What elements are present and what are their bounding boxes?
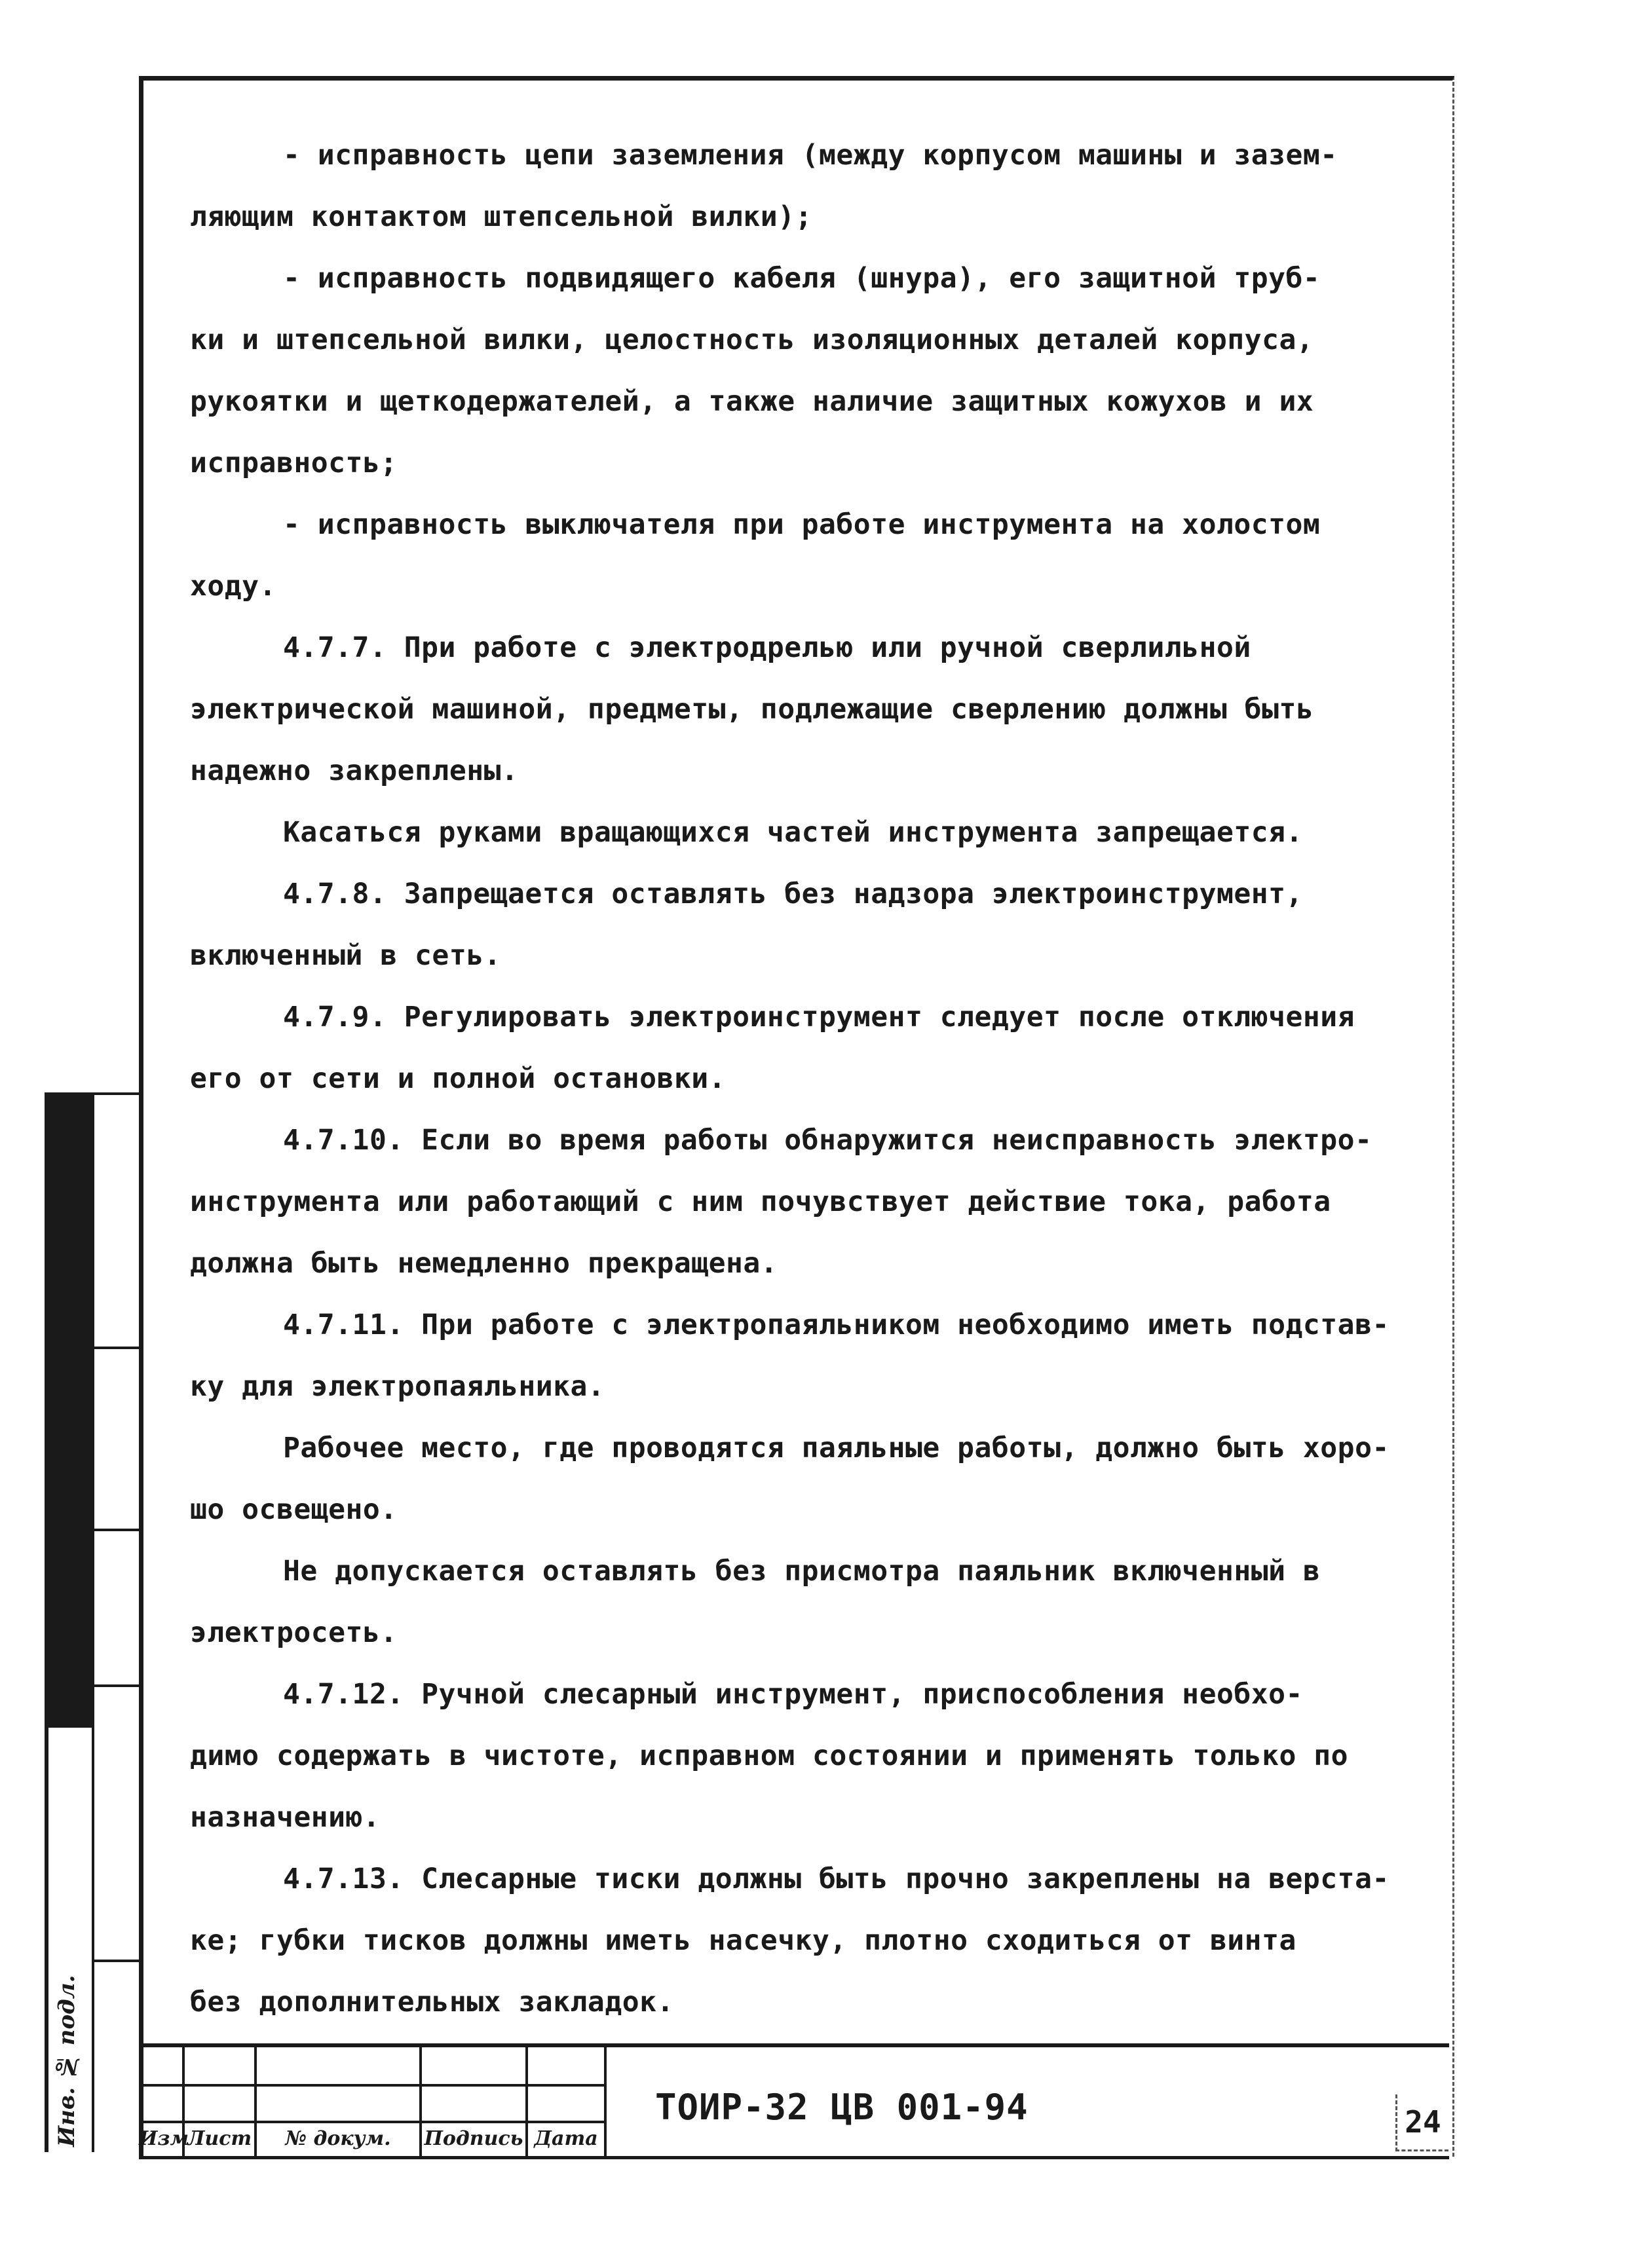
- text-line: димо содержать в чистоте, исправном состоянии и применять только по: [190, 1739, 1349, 1772]
- stamp-col-list: Лист: [187, 2127, 252, 2150]
- title-block-divider: [604, 2047, 607, 2156]
- text-line: надежно закреплены.: [190, 754, 519, 787]
- text-line: должна быть немедленно прекращена.: [190, 1247, 778, 1280]
- text-line: ходу.: [190, 570, 276, 603]
- text-line: 4.7.9. Регулировать электроинструмент следует после отключения: [283, 1001, 1355, 1033]
- body-text: [190, 124, 1448, 2033]
- text-line: 4.7.13. Слесарные тиски должны быть прочно закреплены на верста-: [283, 1863, 1390, 1895]
- side-registration-strip: [45, 1092, 143, 2152]
- title-block-divider: [139, 2084, 604, 2087]
- side-strip-divider: [92, 1347, 143, 1349]
- stamp-col-izm: Изм: [139, 2127, 189, 2150]
- text-line: электрической машиной, предметы, подлежащие сверлению должны быть: [190, 693, 1314, 726]
- text-line: 4.7.8. Запрещается оставлять без надзора электроинструмент,: [283, 878, 1303, 910]
- text-line: 4.7.12. Ручной слесарный инструмент, приспособления необхо-: [283, 1678, 1303, 1711]
- text-line: 4.7.11. При работе с электропаяльником необходимо иметь подстав-: [283, 1309, 1390, 1341]
- side-strip-divider: [92, 1960, 143, 1962]
- text-line: инструмента или работающий с ним почувствует действие тока, работа: [190, 1185, 1331, 1218]
- page-number: 24: [1395, 2094, 1448, 2151]
- side-strip-divider: [92, 1684, 143, 1687]
- text-line: его от сети и полной остановки.: [190, 1062, 727, 1095]
- text-line: ке; губки тисков должны иметь насечку, плотно сходиться от винта: [190, 1924, 1296, 1957]
- text-line: 4.7.10. Если во время работы обнаружится неисправность электро-: [283, 1124, 1372, 1157]
- stamp-col-document: № докум.: [285, 2127, 391, 2150]
- text-line: - исправность выключателя при работе инструмента на холостом: [283, 508, 1321, 541]
- text-line: исправность;: [190, 447, 398, 479]
- side-strip-column: [92, 1092, 145, 2152]
- text-line: - исправность подвидящего кабеля (шнура), его защитной труб-: [283, 262, 1321, 295]
- text-line: ляющим контактом штепсельной вилки);: [190, 200, 812, 233]
- inventory-number-label: Инв. № подл.: [54, 1911, 86, 2147]
- text-line: Рабочее место, где проводятся паяльные работы, должно быть хоро-: [283, 1432, 1390, 1464]
- side-strip-divider: [92, 1529, 143, 1531]
- text-line: Не допускается оставлять без присмотра паяльник включенный в: [283, 1555, 1321, 1588]
- title-block-divider: [139, 2121, 604, 2123]
- text-line: ку для электропаяльника.: [190, 1370, 605, 1403]
- side-strip-divider: [92, 1092, 143, 1095]
- document-code: ТОИР-32 ЦВ 001-94: [655, 2087, 1029, 2128]
- text-line: без дополнительных закладок.: [190, 1986, 674, 2018]
- stamp-col-signature: Подпись: [424, 2127, 523, 2150]
- text-line: назначению.: [190, 1801, 381, 1834]
- text-line: рукоятки и щеткодержателей, а также наличие защитных кожухов и их: [190, 385, 1314, 418]
- side-strip-shade: [48, 1092, 92, 1728]
- text-line: - исправность цепи заземления (между корпусом машины и зазем-: [283, 139, 1338, 172]
- text-line: ки и штепсельной вилки, целостность изоляционных деталей корпуса,: [190, 324, 1314, 356]
- text-line: шо освещено.: [190, 1493, 398, 1526]
- text-line: электросеть.: [190, 1616, 398, 1649]
- text-line: Касаться руками вращающихся частей инструмента запрещается.: [283, 816, 1303, 849]
- stamp-col-date: Дата: [534, 2127, 598, 2150]
- text-line: 4.7.7. При работе с электродрелью или ручной сверлильной: [283, 631, 1251, 664]
- text-line: включенный в сеть.: [190, 939, 501, 972]
